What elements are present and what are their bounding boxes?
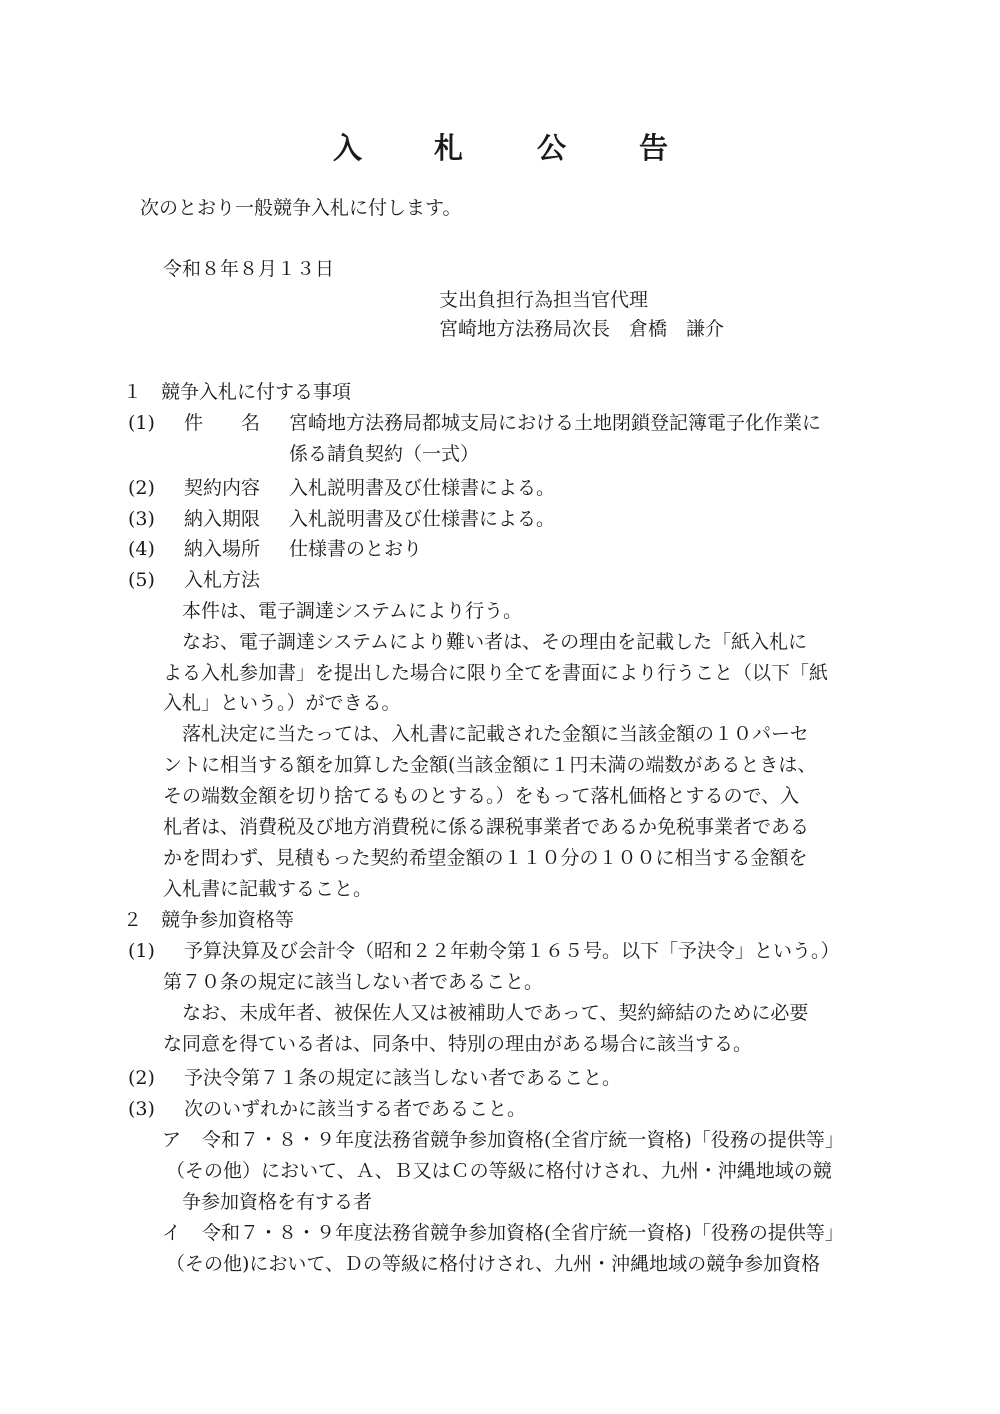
item-text: 係る請負契約（一式） — [289, 443, 480, 465]
paragraph-line: ントに相当する額を加算した金額(当該金額に１円未満の端数があるときは、 — [163, 754, 817, 776]
item-number: (1) — [128, 940, 155, 962]
title-char: 札 — [434, 131, 464, 165]
item-text: 次のいずれかに該当する者であること。 — [184, 1098, 527, 1120]
section-heading: １ 競争入札に付する事項 — [123, 381, 352, 403]
item-number: (5) — [128, 569, 155, 591]
paragraph-line: 入札」という。）ができる。 — [163, 692, 401, 714]
item-text: 入札説明書及び仕様書による。 — [289, 508, 556, 530]
paragraph-line: 札者は、消費税及び地方消費税に係る課税事業者であるか免税事業者である — [163, 816, 810, 838]
item-text: 仕様書のとおり — [289, 538, 423, 560]
paragraph-line: よる入札参加書」を提出した場合に限り全てを書面により行うこと（以下「紙 — [163, 662, 829, 684]
title-char: 入 — [333, 131, 363, 165]
item-label: 納入場所 — [184, 538, 261, 560]
item-number: (1) — [128, 412, 155, 434]
paragraph-line: 落札決定に当たっては、入札書に記載された金額に当該金額の１０パーセ — [182, 723, 809, 745]
item-label: 件 名 — [184, 412, 261, 434]
notice-date: 令和８年８月１３日 — [163, 258, 335, 280]
item-text: 第７０条の規定に該当しない者であること。 — [163, 971, 544, 993]
issuer-name: 宮崎地方法務局次長 倉橋 謙介 — [439, 318, 725, 340]
title-char: 告 — [639, 131, 669, 165]
subitem-line: 令和７・８・９年度法務省競争参加資格(全省庁統一資格)「役務の提供等」 — [202, 1222, 844, 1244]
item-label: 契約内容 — [184, 477, 261, 499]
intro-text: 次のとおり一般競争入札に付します。 — [140, 197, 462, 219]
paragraph-line: なお、電子調達システムにより難い者は、その理由を記載した「紙入札に — [182, 631, 808, 653]
item-text: 入札説明書及び仕様書による。 — [289, 477, 556, 499]
item-number: (3) — [128, 1098, 155, 1120]
subitem-line: （その他）において、Ａ、Ｂ又はＣの等級に格付けされ、九州・沖縄地域の競 — [166, 1160, 832, 1182]
item-number: (2) — [128, 477, 155, 499]
subitem-mark: ア — [162, 1129, 182, 1151]
item-text: 予算決算及び会計令（昭和２２年勅令第１６５号。以下「予決令」という。） — [184, 940, 840, 962]
paragraph-line: 本件は、電子調達システムにより行う。 — [182, 600, 523, 622]
paragraph-line: な同意を得ている者は、同条中、特別の理由がある場合に該当する。 — [163, 1033, 753, 1055]
subitem-line: 令和７・８・９年度法務省競争参加資格(全省庁統一資格)「役務の提供等」 — [202, 1129, 844, 1151]
subitem-line: 争参加資格を有する者 — [182, 1191, 373, 1213]
item-number: (3) — [128, 508, 155, 530]
item-text: 宮崎地方法務局都城支局における土地閉鎖登記簿電子化作業に — [289, 412, 822, 434]
item-label: 入札方法 — [184, 569, 261, 591]
paragraph-line: なお、未成年者、被保佐人又は被補助人であって、契約締結のために必要 — [182, 1002, 809, 1024]
subitem-line: （その他)において、Ｄの等級に格付けされ、九州・沖縄地域の競争参加資格 — [166, 1253, 821, 1275]
subitem-mark: イ — [162, 1222, 182, 1244]
item-text: 予決令第７１条の規定に該当しない者であること。 — [184, 1067, 622, 1089]
item-number: (4) — [128, 538, 155, 560]
item-number: (2) — [128, 1067, 155, 1089]
item-label: 納入期限 — [184, 508, 261, 530]
paragraph-line: かを問わず、見積もった契約希望金額の１１０分の１００に相当する金額を — [163, 847, 808, 869]
paragraph-line: 入札書に記載すること。 — [163, 878, 373, 900]
paragraph-line: その端数金額を切り捨てるものとする。）をもって落札価格とするので、入 — [163, 785, 800, 807]
section-heading: ２ 競争参加資格等 — [123, 909, 295, 931]
title-char: 公 — [537, 131, 567, 165]
issuer-title: 支出負担行為担当官代理 — [439, 289, 649, 311]
